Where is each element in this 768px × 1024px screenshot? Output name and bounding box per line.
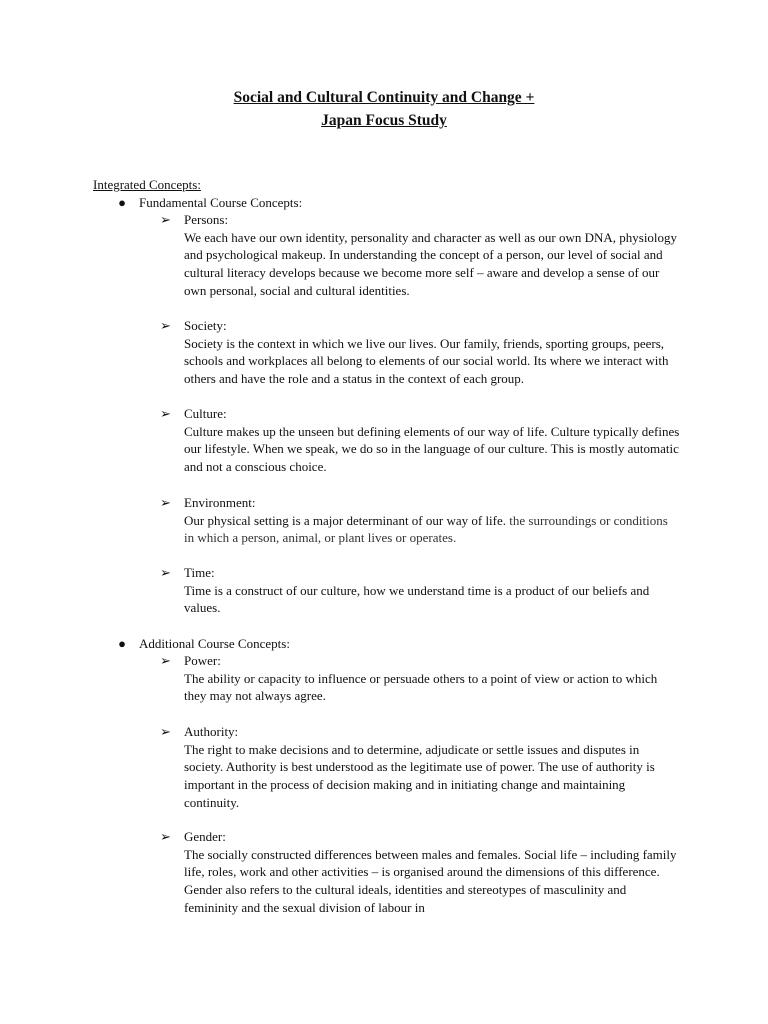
- concept-definition: Culture makes up the unseen but defining elements of our way of life. Culture typically defines our lifestyle. When we speak, we do so in the language of our culture. This is mostly automatic and not a conscious choice.: [184, 423, 680, 475]
- concept-definition: [184, 512, 680, 547]
- bullet-label: Fundamental Course Concepts:: [139, 195, 303, 210]
- concept-definition-main: Our physical setting is a major determinant of our way of life.: [184, 512, 507, 528]
- concept-definition: The ability or capacity to influence or persuade others to a point of view or action to which they may not always agree.: [184, 670, 658, 704]
- arrow-bullet-icon: ➢: [160, 565, 171, 580]
- bullet-icon: ●: [118, 636, 126, 651]
- concept-label: Environment:: [184, 495, 256, 510]
- concept-definition: The right to make decisions and to determine, adjudicate or settle issues and disputes in society. Authority is best understood as the legitimate use of power. The use of authority is important in the process of decision making and in initiating change and maintaining continuity.: [184, 741, 655, 810]
- arrow-bullet-icon: ➢: [160, 318, 171, 333]
- arrow-bullet-icon: ➢: [160, 406, 171, 421]
- arrow-bullet-icon: ➢: [160, 653, 171, 668]
- concept-definition-extra: the surroundings or conditions in which a person, animal, or plant lives or operates.: [184, 512, 668, 546]
- arrow-bullet-icon: ➢: [160, 212, 171, 227]
- concept-definition: Time is a construct of our culture, how we understand time is a product of our beliefs and values.: [184, 582, 650, 616]
- concept-definition: Society is the context in which we live our lives. Our family, friends, sporting groups, peers, schools and workplaces all belong to elements of our social world. Its where we interact with others and have the role and a status in the context of each group.: [184, 335, 669, 387]
- concept-label: Society:: [184, 318, 227, 333]
- document-title-line-2: Japan Focus Study: [321, 112, 447, 129]
- concept-label: Time:: [184, 565, 215, 580]
- section-heading-integrated-concepts: Integrated Concepts:: [93, 177, 201, 192]
- arrow-bullet-icon: ➢: [160, 495, 171, 510]
- concept-definition: We each have our own identity, personality and character as well as our own DNA, physiology and psychological makeup. In understanding the concept of a person, our level of social and cultural literacy develops because we become more self – aware and develop a sense of our own personal, social and cultural identities.: [184, 229, 678, 298]
- arrow-bullet-icon: ➢: [160, 724, 171, 739]
- concept-label: Gender:: [184, 829, 226, 844]
- concept-label: Power:: [184, 653, 221, 668]
- bullet-label: Additional Course Concepts:: [139, 636, 290, 651]
- concept-label: Authority:: [184, 724, 239, 739]
- bullet-icon: ●: [118, 195, 126, 210]
- concept-label: Culture:: [184, 406, 227, 421]
- document-title-line-1: Social and Cultural Continuity and Change +: [233, 89, 535, 106]
- arrow-bullet-icon: ➢: [160, 829, 171, 844]
- concept-definition: The socially constructed differences between males and females. Social life – including family life, roles, work and other activities – is organised around the dimensions of this difference. Gender also refers to the cultural ideals, identities and stereotypes of masculinity and femininity and the sexual division of labour in: [184, 846, 677, 915]
- concept-label: Persons:: [184, 212, 229, 227]
